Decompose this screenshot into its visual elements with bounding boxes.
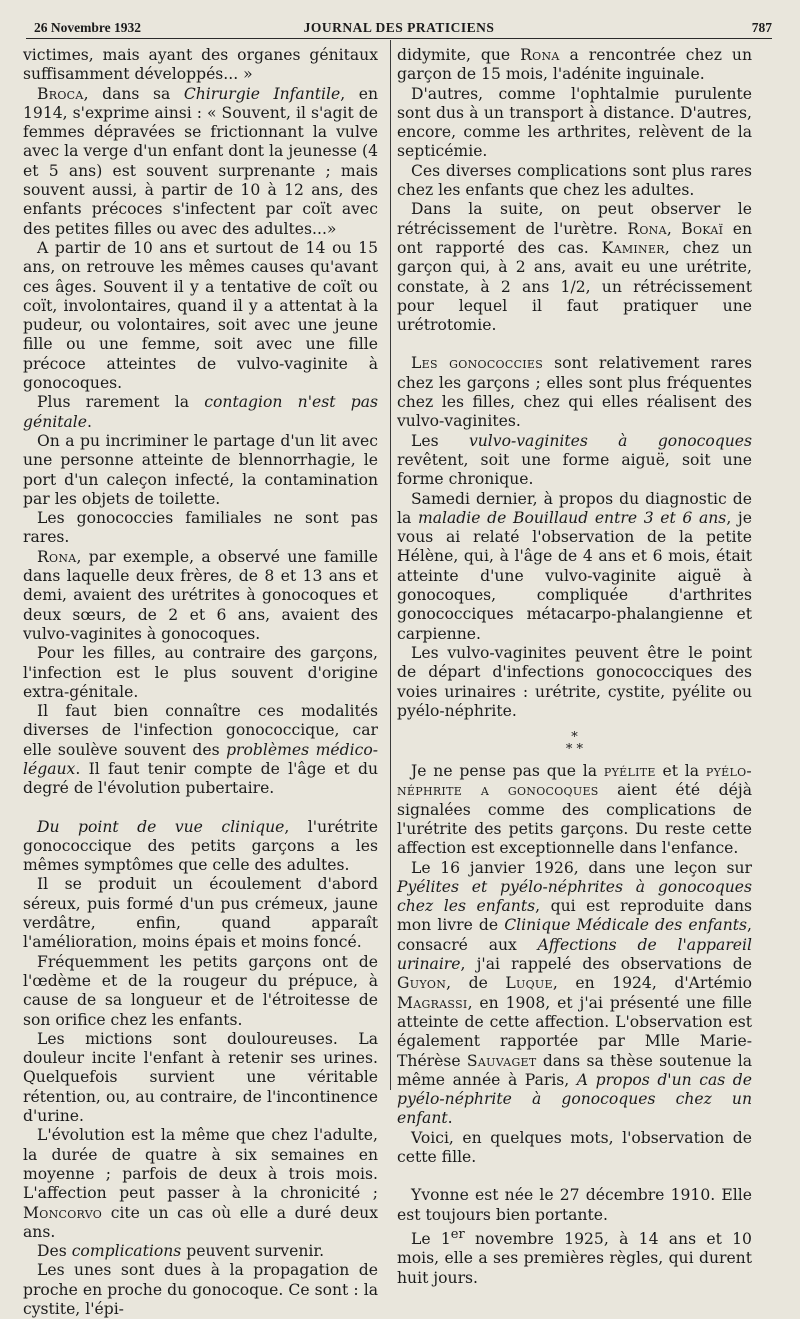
paragraph: Il se produit un écoulement d'abord séreux, puis formé d'un pus crémeux, jaune verdâtre, enfin, quand apparaît l'amélioration, moins épais et moins foncé. (23, 875, 378, 952)
paragraph: On a pu incriminer le partage d'un lit avec une personne atteinte de blennorrhagie, le port d'un caleçon infecté, la contamination par les objets de toilette. (23, 431, 378, 508)
paragraph: Broca, dans sa Chirurgie Infantile, en 1914, s'exprime ainsi : « Souvent, il s'agit de femmes dépravées se frictionnant la vulve avec la verge d'un enfant dont la jeunesse (4 et 5 ans) est souvent surprenante ; mais souvent aussi, à partir de 10 à 12 ans, des enfants précoces s'infectent par coït avec des petites filles ou avec des adultes...» (23, 84, 379, 238)
paragraph: Fréquemment les petits garçons ont de l'œdème et de la rougeur du prépuce, à cause de sa longueur et de l'étroitesse de son orifice chez les enfants. (23, 952, 378, 1029)
header-page-number: 787 (751, 20, 772, 35)
paragraph: D'autres, comme l'ophtalmie purulente sont dus à un transport à distance. D'autres, encore, comme les arthrites, relèvent de la septicémie. (397, 84, 752, 161)
left-column (23, 46, 378, 1319)
paragraph: Dans la suite, on peut observer le rétrécissement de l'urètre. Rona, Bokaï en ont rapporté des cas. Kaminer, chez un garçon qui, à 2 ans, avait eu une urétrite, constate, à 2 ans 1/2, un rétrécissement pour lequel il faut pratiquer une urétrotomie. (397, 200, 752, 335)
page-header (26, 18, 772, 39)
paragraph: Yvonne est née le 27 décembre 1910. Elle est toujours bien portante. (397, 1186, 752, 1224)
paragraph: Les vulvo-vaginites à gonocoques revêtent, soit une forme aiguë, soit une forme chronique. (397, 431, 752, 489)
paragraph: Les gonococcies familiales ne sont pas rares. (23, 509, 378, 547)
paragraph: Ces diverses complications sont plus rares chez les enfants que chez les adultes. (397, 161, 752, 200)
column-divider (390, 40, 391, 1090)
paragraph: Je ne pense pas que la pyélite et la pyélo-néphrite a gonocoques aient été déjà signalées comme des complications de l'urétrite des petits garçons. Du reste cette affection est exceptionnelle dans l'enfance. (397, 762, 752, 858)
paragraph: Les vulvo-vaginites peuvent être le point de départ d'infections gonococciques des voies urinaires : urétrite, cystite, pyélite ou pyélo-néphrite. (397, 643, 752, 720)
paragraph: Les unes sont dues à la propagation de proche en proche du gonocoque. Ce sont : la cystite, l'épi- (23, 1261, 378, 1318)
paragraph: Pour les filles, au contraire des garçons, l'infection est le plus souvent d'origine extra-génitale. (23, 644, 378, 701)
paragraph: Plus rarement la contagion n'est pas génitale. (23, 393, 378, 431)
paragraph: Les mictions sont douloureuses. La douleur incite l'enfant à retenir ses urines. Quelquefois survient une véritable rétention, ou, au contraire, de l'incontinence d'urine. (23, 1029, 378, 1126)
paragraph: Voici, en quelques mots, l'observation de cette fille. (397, 1128, 752, 1167)
right-column (397, 46, 752, 1288)
paragraph: Des complications peuvent survenir. (37, 1242, 325, 1261)
paragraph: Samedi dernier, à propos du diagnostic de la maladie de Bouillaud entre 3 et 6 ans, je vous ai relaté l'observation de la petite Hélène, qui, à l'âge de 4 ans et 6 mois, était atteinte d'une vulvo-vaginite aiguë à gonocoques, compliquée d'arthrites gonococciques métacarpo-phalangienne et carpienne. (397, 489, 752, 643)
paragraph: Du point de vue clinique, l'urétrite gonococcique des petits garçons a les mêmes symptômes que celle des adultes. (23, 817, 379, 875)
paragraph: Le 1er novembre 1925, à 14 ans et 10 mois, elle a ses premières règles, qui durent huit jours. (397, 1226, 752, 1287)
paragraph: L'évolution est la même que chez l'adulte, la durée de quatre à six semaines en moyenne ; parfois de deux à trois mois. L'affection peut passer à la chronicité ; Moncorvo cite un cas où elle a duré deux ans. (23, 1126, 378, 1241)
section-asterism: * * * (565, 730, 584, 758)
paragraph: Il faut bien connaître ces modalités diverses de l'infection gonococcique, car elle soulève souvent des problèmes médico-légaux. Il faut tenir compte de l'âge et du degré de l'évolution pubertaire. (23, 702, 378, 798)
header-journal-title: JOURNAL DES PRATICIENS (303, 20, 495, 35)
paragraph: Rona, par exemple, a observé une famille dans laquelle deux frères, de 8 et 13 ans et demi, avaient des urétrites à gonocoques et deux sœurs, de 2 et 6 ans, avaient des vulvo-vaginites à gonocoques. (23, 547, 378, 643)
paragraph: didymite, que Rona a rencontrée chez un garçon de 15 mois, l'adénite inguinale. (397, 46, 752, 84)
paragraph: Le 16 janvier 1926, dans une leçon sur Pyélites et pyélo-néphrites à gonocoques chez les enfants, qui est reproduite dans mon livre de Clinique Médicale des enfants, consacré aux Affections de l'appareil urinaire, j'ai rappelé des observations de Guyon, de Luque, en 1924, d'Artémio Magrassi, en 1908, et j'ai présenté une fille atteinte de cette affection. L'observation est également rapportée par Mlle Marie-Thérèse Sauvaget dans sa thèse soutenue la même année à Paris, A propos d'un cas de pyélo-néphrite à gonocoques chez un enfant. (397, 858, 752, 1128)
header-date: 26 Novembre 1932 (34, 20, 141, 35)
paragraph: Les gonococcies sont relativement rares chez les garçons ; elles sont plus fréquentes chez les filles, chez qui elles réalisent des vulvo-vaginites. (397, 354, 752, 431)
paragraph: victimes, mais ayant des organes génitaux suffisamment développés... » (23, 46, 378, 84)
paragraph: A partir de 10 ans et surtout de 14 ou 15 ans, on retrouve les mêmes causes qu'avant ces âges. Souvent il y a tentative de coït ou coït, involontaires, quand il y a attentat à la pudeur, ou volontaires, soit avec une jeune fille ou une femme, soit avec une fille précoce atteintes de vulvo-vaginite à gonocoques. (23, 238, 378, 393)
